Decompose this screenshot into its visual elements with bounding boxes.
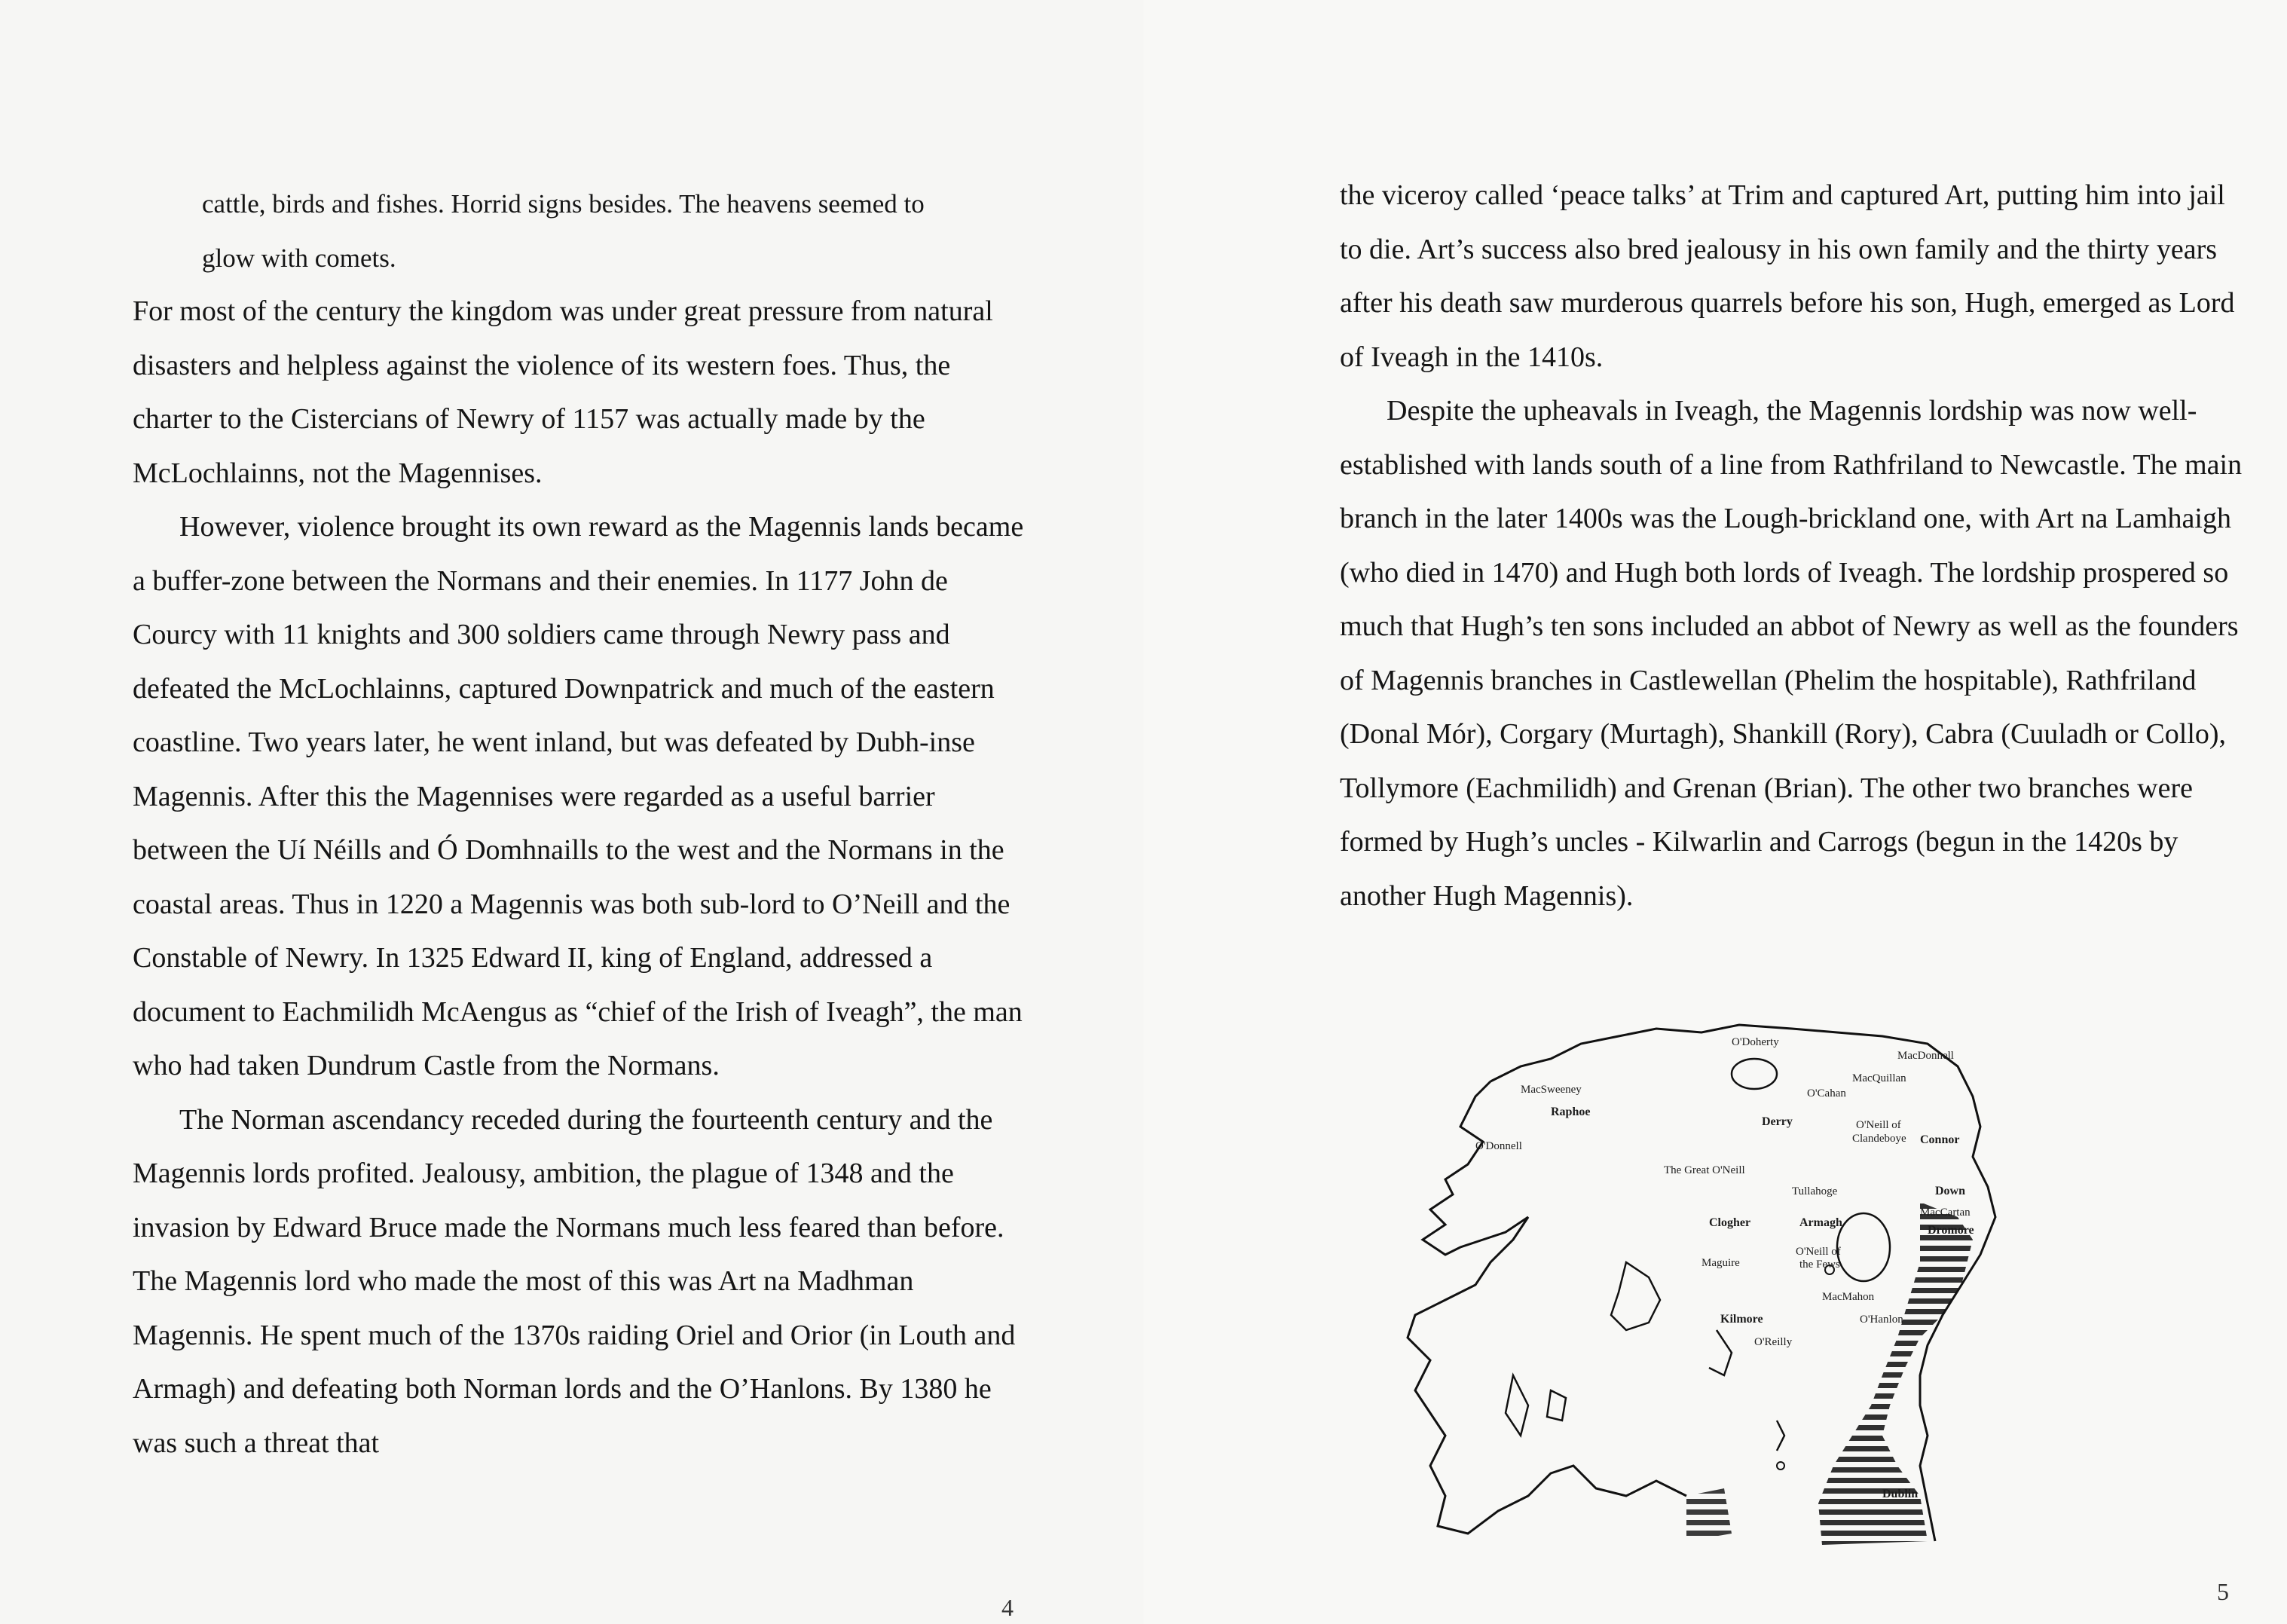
map-label-connor: Connor: [1920, 1133, 1960, 1146]
map-label-kilmore: Kilmore: [1720, 1313, 1763, 1326]
map-label-macsweeney: MacSweeney: [1521, 1084, 1582, 1096]
paragraph: For most of the century the kingdom was under great pressure from natural disasters and helpless against the violence of its western foes. Thus, the charter to the Cistercians of Newry of 1157 was actually made by the McLochlainns, not the Magennises.: [133, 295, 993, 489]
map-label-dublin: Dublin: [1882, 1488, 1919, 1500]
map-label-armagh: Armagh: [1799, 1216, 1842, 1229]
paragraph: the viceroy called ‘peace talks’ at Trim and captured Art, putting him into jail to die. Art’s success also bred jealousy in his own family and the thirty years after his death saw murderous quarrels before his son, Hugh, emerged as Lord of Iveagh in the 1410s.: [1340, 179, 2235, 373]
map-label-great-oneill: The Great O'Neill: [1664, 1164, 1745, 1176]
right-page: [1144, 0, 2287, 1624]
left-page: [0, 0, 1143, 1624]
quote-line-1: cattle, birds and fishes. Horrid signs besides. The heavens seemed to: [202, 189, 925, 219]
map-label-oneill-clandeboye-1: O'Neill of: [1856, 1119, 1901, 1131]
map-label-ocahan: O'Cahan: [1807, 1087, 1846, 1099]
map-label-maccartan: MacCartan: [1920, 1207, 1971, 1219]
ulster-lordships-map: [1400, 1014, 2026, 1556]
map-label-macdonnell: MacDonnell: [1897, 1050, 1954, 1062]
map-label-oneill-fews-2: the Fews: [1799, 1259, 1840, 1271]
map-label-tullahoge: Tullahoge: [1792, 1185, 1838, 1197]
map-label-oreilly: O'Reilly: [1754, 1336, 1793, 1348]
page-number-left: 4: [1001, 1594, 1014, 1621]
map-label-down: Down: [1935, 1185, 1966, 1197]
map-label-oneill-clandeboye-2: Clandeboye: [1852, 1133, 1906, 1145]
map-label-dromore: Dromore: [1928, 1224, 1974, 1237]
map-label-oneill-fews-1: O'Neill of: [1796, 1246, 1841, 1258]
coastline: [1408, 1025, 1995, 1541]
paragraph: The Norman ascendancy receded during the fourteenth century and the Magennis lords profited. Jealousy, ambition, the plague of 1348 and the invasion by Edward Bruce made the Normans much less feared than before. The Magennis lord who made the most of this was Art na Madhman Magennis. He spent much of the 1370s raiding Oriel and Orior (in Louth and Armagh) and defeating both Norman lords and the O’Hanlons. By 1380 he was such a threat that: [133, 1103, 1016, 1459]
map-label-odoherty: O'Doherty: [1732, 1036, 1779, 1048]
paragraph: However, violence brought its own reward as the Magennis lands became a buffer-zone between the Normans and their enemies. In 1177 John de Courcy with 11 knights and 300 soldiers came through Newry pass and defeated the McLochlainns, captured Downpatrick and much of the eastern coastline. Two years later, he went inland, but was defeated by Dubh-inse Magennis. After this the Magennises were regarded as a useful barrier between the Uí Néills and Ó Domhnaills to the west and the Normans in the coastal areas. Thus in 1220 a Magennis was both sub-lord to O’Neill and the Constable of Newry. In 1325 Edward II, king of England, addressed a document to Eachmilidh McAengus as “chief of the Irish of Iveagh”, the man who had taken Dundrum Castle from the Normans.: [133, 511, 1024, 1081]
map-label-derry: Derry: [1762, 1115, 1793, 1128]
map-label-macquillan: MacQuillan: [1852, 1072, 1906, 1084]
map-label-maguire: Maguire: [1701, 1257, 1740, 1269]
paragraph: Despite the upheavals in Iveagh, the Magennis lordship was now well-established with lands south of a line from Rathfriland to Newcastle. The main branch in the later 1400s was the Lough-brickland one, with Art na Lamhaigh (who died in 1470) and Hugh both lords of Iveagh. The lordship prospered so much that Hugh’s ten sons included an abbot of Newry as well as the founders of Magennis branches in Castlewellan (Phelim the hospitable), Rathfriland (Donal Mór), Corgary (Murtagh), Shankill (Rory), Cabra (Cuuladh or Collo), Tollymore (Eachmilidh) and Grenan (Brian). The other two branches were formed by Hugh’s uncles - Kilwarlin and Carrogs (begun in the 1420s by another Hugh Magennis).: [1340, 395, 2243, 912]
right-page-text: [1340, 169, 2244, 923]
map-label-ohanlon: O'Hanlon: [1860, 1314, 1903, 1326]
quote-line-2: glow with comets.: [202, 243, 396, 273]
map-drawing: [1400, 1014, 2026, 1556]
map-label-macmahon: MacMahon: [1822, 1291, 1875, 1303]
left-page-text: [133, 177, 1029, 1470]
page-number-right: 5: [2217, 1578, 2229, 1605]
map-label-clogher: Clogher: [1709, 1216, 1751, 1229]
map-label-odonnell: O'Donnell: [1475, 1140, 1522, 1152]
hatched-region-small: [1686, 1488, 1732, 1541]
map-label-raphoe: Raphoe: [1551, 1106, 1591, 1118]
